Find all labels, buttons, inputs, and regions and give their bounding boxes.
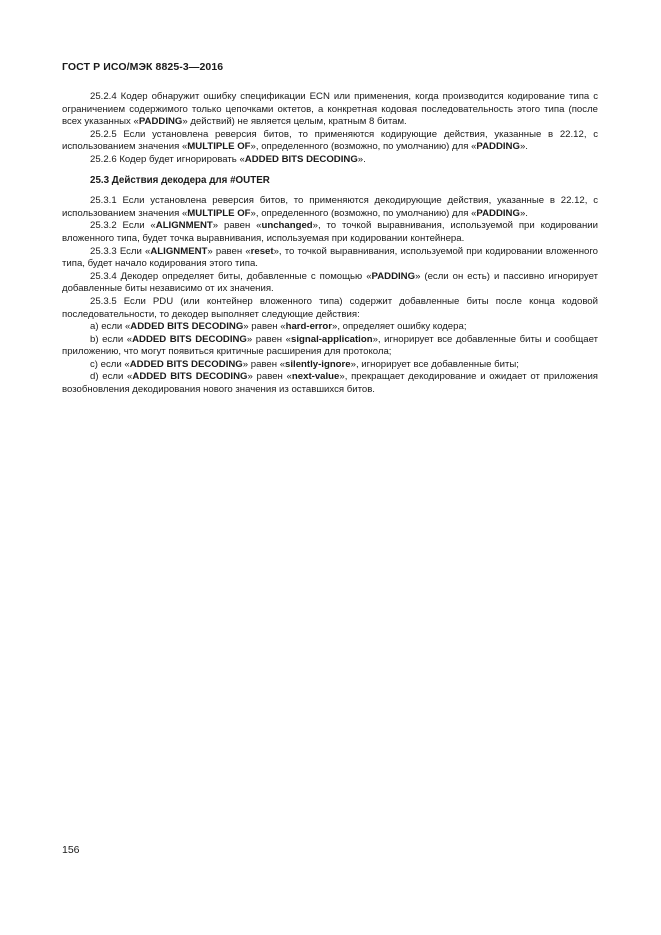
keyword: PADDING	[476, 207, 520, 219]
keyword: ALIGNMENT	[150, 245, 208, 257]
text: 25.3.4 Декодер определяет биты, добавленные с помощью «	[90, 270, 372, 282]
text: » равен «	[242, 358, 286, 370]
keyword: ADDED BITS DECODING	[129, 358, 243, 370]
paragraph-25-3-4	[62, 271, 598, 296]
page-number: 156	[62, 844, 80, 856]
list-item-d	[62, 371, 598, 396]
text: », определенного (возможно, по умолчанию) для «	[250, 141, 477, 153]
list-item-c	[62, 359, 598, 372]
paragraph-25-3-5: 25.3.5 Если PDU (или контейнер вложенного типа) содержит добавленные биты после конца кодовой последовательности, то декодер выполняет следующие действия:	[62, 295, 598, 320]
paragraph-25-3-3	[62, 246, 598, 271]
keyword: PADDING	[371, 270, 416, 282]
keyword: next-value	[291, 371, 340, 383]
keyword: signal-application	[291, 333, 373, 345]
text: », то точкой выравнивания, используемой при кодировании вложенного типа, будет точка выравнивания, используемая при кодировании контейнера.	[62, 220, 599, 244]
paragraph-25-3-1	[62, 195, 598, 220]
keyword: MULTIPLE OF	[187, 141, 251, 153]
paragraph-25-2-4	[62, 91, 598, 129]
keyword: MULTIPLE OF	[187, 207, 251, 219]
text: » равен «	[243, 321, 286, 333]
keyword: ALIGNMENT	[155, 220, 213, 232]
text: », определяет ошибку кодера;	[331, 321, 467, 333]
text: ».	[357, 153, 366, 165]
page-header: ГОСТ Р ИСО/МЭК 8825-3—2016	[62, 61, 224, 73]
text: », прекращает декодирование и ожидает от приложения возобновления декодирования нового значения из оставшихся битов.	[62, 371, 599, 396]
keyword: ADDED BITS DECODING	[132, 333, 247, 345]
paragraph-25-3-2	[62, 220, 598, 245]
keyword: silently-ignore	[285, 358, 351, 370]
text: 25.2.6 Кодер будет игнорировать «	[90, 153, 245, 165]
text: », игнорирует все добавленные биты и сообщает приложению, что могут появиться критичные расширения для протокола;	[62, 333, 599, 358]
section-heading: 25.3 Действия декодера для #OUTER	[90, 174, 270, 186]
text: а) если «	[90, 321, 131, 333]
keyword: ADDED BITS DECODING	[132, 371, 248, 383]
text: », определенного (возможно, по умолчанию) для «	[250, 207, 477, 219]
list-item-b	[62, 334, 598, 359]
keyword: reset	[250, 245, 274, 257]
text: » равен «	[246, 333, 292, 345]
text: » равен «	[212, 220, 262, 232]
text: » (если он есть) и пассивно игнорирует добавленные биты независимо от их значения.	[62, 270, 598, 295]
text: 25.3.3 Если «	[90, 245, 151, 257]
keyword: ADDED BITS DECODING	[130, 321, 244, 333]
paragraph-25-2-5	[62, 129, 598, 154]
text: 25.2.4 Кодер обнаружит ошибку спецификации ECN или применения, когда производится кодирование типа с ограничением содержимого только цепочками октетов, а конкретная кодовая последовательность этого типа (после всех указанных «	[62, 91, 598, 128]
keyword: PADDING	[476, 141, 520, 153]
text: ».	[519, 141, 528, 153]
keyword: unchanged	[261, 220, 313, 232]
text: 25.3.1 Если установлена реверсия битов, то применяются декодирующие действия, указанные в 22.12, с использованием значения «	[62, 195, 598, 219]
keyword: PADDING	[138, 116, 183, 128]
text: », игнорирует все добавленные биты;	[350, 358, 519, 370]
list-item-a	[62, 321, 598, 334]
keyword: ADDED BITS DECODING	[244, 153, 358, 165]
paragraph-25-2-6	[62, 154, 598, 167]
text: », то точкой выравнивания, используемой при кодировании вложенного типа, будет начало кодирования этого типа.	[62, 245, 598, 270]
text: с) если «	[90, 358, 130, 370]
text: » равен «	[247, 371, 292, 383]
text: d) если «	[90, 371, 133, 383]
text: 25.3.2 Если «	[90, 220, 156, 232]
keyword: hard-error	[285, 321, 332, 333]
text: b) если «	[90, 333, 133, 345]
text: ».	[519, 207, 528, 219]
text: » действий) не является целым, кратным 8 битам.	[182, 116, 407, 128]
text: » равен «	[207, 245, 251, 257]
text: 25.2.5 Если установлена реверсия битов, то применяются кодирующие действия, указанные в 22.12, с использованием значения «	[62, 128, 598, 153]
page-content	[62, 91, 598, 397]
